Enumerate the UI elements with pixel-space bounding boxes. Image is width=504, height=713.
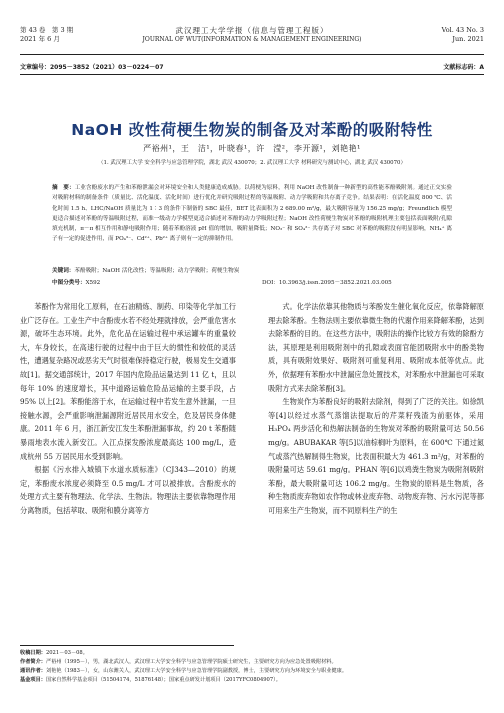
date-en: Jun. 2021 [452, 35, 484, 43]
footnote-received [20, 649, 484, 658]
journal-title-en: JOURNAL OF WUT(INFORMATION & MANAGEMENT ENGINEERING) [142, 36, 362, 43]
body-column-left [20, 300, 236, 518]
meta-rule [20, 74, 484, 75]
affiliations: （1. 武汉理工大学 安全科学与应急管理学院，湖北 武汉 430070；2. 武汉理工大学 材料研究与测试中心，湖北 武汉 430070） [98, 160, 406, 166]
footnote-text: 刘艳艳（1983－），女，山东潍关人，武汉理工大学安全科学与应急管理学院副教授，博士，主要研究方向为环境安全与职业健康。 [45, 668, 348, 674]
keywords-line [52, 266, 452, 274]
body-paragraph: 苯酚作为常用化工原料，在石油精炼、制药、印染等化学加工行业广泛存在。工业生产中含酚废水若不经处理就排放，会严重危害水源，破坏生态环境。此外，危化品在运输过程中承运罐车的重量较大，车身较长，在高速行驶的过程中由于巨大的惯性和较低的灵活性，遭遇复杂路况或恶劣天气时很难保持稳定行驶，极易发生交通事故[1]。据交通部统计，2017 年国内危险品运量达到 11 亿 t，且以每年 10% 的速度增长，其中道路运输危险品运输的主要手段，占 95% 以上[2]。苯酚能溶于水，在运输过程中若发生意外泄漏，一旦接触水源，会严重影响泄漏源附近居民用水安全，危及居民身体健康。2011 年 6 月，浙江新安江发生苯酚泄漏事故，约 20 t 苯酚随暴雨地表水流入新安江。入江点探发酚浓度最高达 100 mg/L，造成杭州 55 万居民用水受到影响。 [20, 302, 236, 461]
volume-issue: 第 43 卷 第 3 期 [20, 26, 74, 34]
author-list: 严裕州¹，王 洁¹，叶晓春¹，许 滢²，李开源¹，刘艳艳¹ [143, 144, 361, 153]
footnote-author [20, 658, 484, 667]
footnote-text: 严裕州（1995－），男，湖北武汉人，武汉理工大学安全科学与应急管理学院硕士研究生，主要研究方向为应急处置吸附材料。 [45, 659, 337, 665]
journal-title-cn: 武汉理工大学学报（信息与管理工程版） [175, 26, 329, 35]
document-code: 文献标志码：A [443, 64, 484, 71]
footnote-label: 作者简介： [20, 659, 46, 665]
class-label: 中图分类号： [52, 280, 86, 286]
body-column-right [268, 300, 484, 518]
abstract-label: 摘 要： [52, 185, 75, 191]
header-rule [20, 54, 484, 55]
footnote-text: 国家自然科学基金项目（51504174，51876148）；国家重点研发计划项目（2017YFC0804907）。 [45, 677, 281, 683]
header-right [442, 26, 484, 44]
doi: DOI：10.3963/j.issn.2095－3852.2021.03.005 [262, 280, 392, 286]
footnote-corresponding [20, 667, 484, 676]
keywords-label: 关键词： [52, 268, 75, 274]
header-center [20, 26, 484, 44]
footnotes [20, 649, 484, 685]
keywords-text: 苯酚吸附；NaOH 活化改性；等温吸附；动力学吸附；荷梗生物炭 [74, 268, 240, 274]
volume-en: Vol. 43 No. 3 [441, 26, 484, 34]
paper-title: NaOH 改性荷梗生物炭的制备及对苯酚的吸附特性 [71, 121, 433, 139]
body-paragraph: 式。化学法依靠其他物质与苯酚发生催化氧化反应，依靠降解原理去除苯酚。生物法则主要依靠微生物的代谢作用来降解苯酚，达到去除苯酚的目的。在这些方法中，吸附法的操作比较方有效的除酚方法，其原理是利用吸附剂中的孔隙或表面官能团吸附水中的酚类物质，具有吸附效果好、吸附剂可重复利用、吸附成本低等优点。此外，依据理有苯酚水中泄漏应急处置技术，对苯酚水中泄漏也可采取吸附方式来去除苯酚[3]。 [268, 302, 484, 393]
footnote-text: 2021－03－08。 [45, 650, 88, 656]
body-paragraph: 根据《污水排入城镇下水道水质标准》（CJ343—2010）的规定，苯酚废水浓度必须降至 0.5 mg/L 才可以被排放。含酚废水的处理方式主要有物理法、化学法、生物法。物理法主要依靠物理作用分离物质，包括萃取、吸附和膜分离等方 [20, 465, 236, 515]
abstract-block [52, 183, 452, 245]
class-number: X592 [85, 280, 101, 286]
body-paragraph: 生物炭作为苯酚良好的吸附去除剂，得到了广泛的关注。如徐凯等[4]以经过水蒸气蒸馏法提取后的芹菜籽残渣为前驱体，采用 H₃PO₄ 两步活化和热解法制备的生物炭对苯酚的吸附量可达 50.56 mg/g。ABUBAKAR 等[5]以油棕榈叶为原料，在 600℃ 下通过氮气或蒸汽热解制得生物炭，比表面积最大为 461.3 m²/g，对苯酚的吸附量可达 59.61 mg/g。PHAN 等[6]以鸡粪生物炭为吸附剂吸附苯酚，最大吸附量可达 106.2 mg/g。生物炭的原料是生物质，各种生物质废弃物如农作物或林业废弃物、动物废弃物、污水污泥等都可用来生产生物炭，而不同原料生产的生 [268, 397, 484, 515]
footnote-label: 通讯作者： [20, 668, 46, 674]
footnote-label: 收稿日期： [20, 650, 46, 656]
article-number: 文章编号：2095－3852（2021）03－0224－07 [20, 64, 164, 71]
footnote-label: 基金项目： [20, 677, 46, 683]
date-cn: 2021 年 6 月 [20, 35, 60, 43]
article-meta-line [20, 62, 484, 71]
footnote-funding [20, 676, 484, 685]
journal-header [20, 26, 484, 52]
footnote-rule [20, 645, 234, 646]
classification-line [52, 278, 452, 286]
abstract-text: 工业含酚废水的产生和苯酚泄漏会对环境安全和人类健康造成威胁。以荷梗为原料，利用 NaOH 改性制备一种新型的高性能苯酚吸附剂。通过正交实验对吸附材料的制备条件（质量比、活化温度、活化时间）进行优化并研究吸附过程的等温吸附、动力学吸附和共存离子竞争。结果表明：在活化温度 800 ℃、活化时间 1.5 h、LHC/NaOH 质量比为 1∶3 的条件下制备的 SBC 最佳，BET 比表面积为 2 689.00 m²/g，最大吸附容量为 156.25 mg/g；Freundlich 模型更适合描述对苯酚的等温吸附过程，而准一级动力学模型更适合描述对苯酚的动力学吸附过程；NaOH 改性荷梗生物炭对苯酚的吸附机理主要包括表面吸附/孔隙填充机制，π－π 相互作用和静电吸附作用；随着苯酚溶液 pH 值的增加，吸附量降低；NO₃⁻ 和 SO₄²⁻ 共存离子对 SBC 对苯酚的吸附没有明显影响，NH₄⁺ 离子有一定的促进作用，而 PO₄³⁻、Cd²⁺、Pb²⁺ 离子则有一定的抑制作用。 [52, 185, 452, 243]
